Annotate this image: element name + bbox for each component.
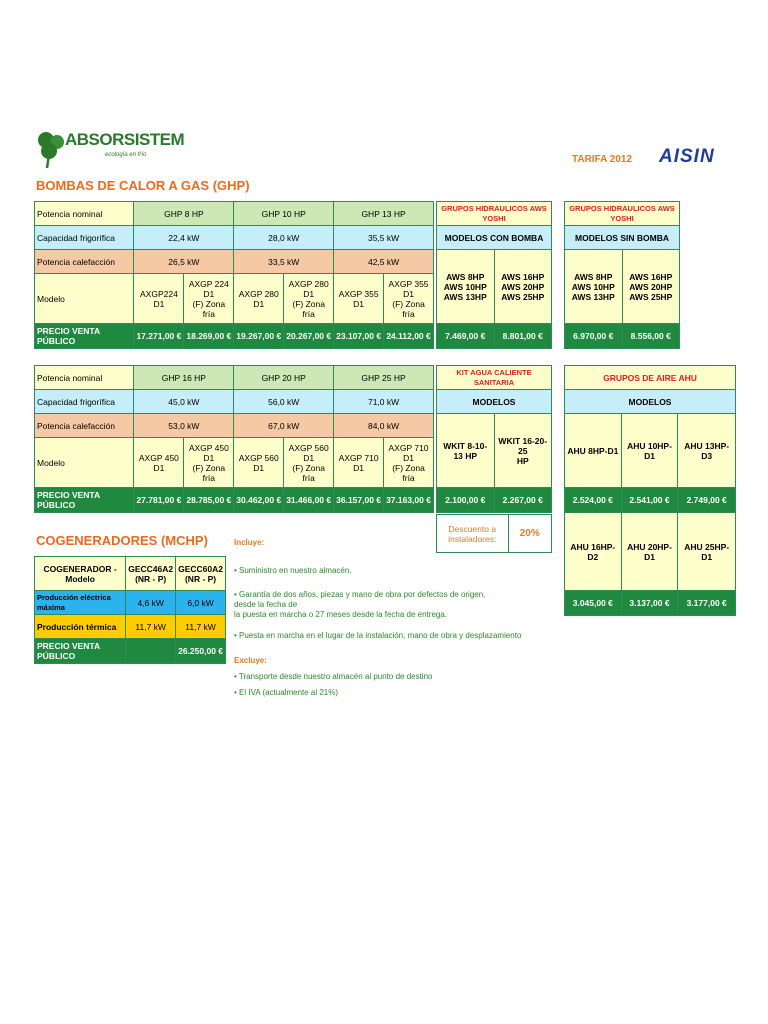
model-cell: AXGP224 D1 (134, 274, 184, 324)
price-cell: 36.157,00 € (334, 488, 384, 513)
clover-icon (35, 128, 67, 168)
price-cell: 2.100,00 € (437, 488, 495, 513)
ghp-head: GHP 8 HP (134, 202, 234, 226)
price-cell: 23.107,00 € (334, 324, 384, 349)
model-cell: AXGP 450 D1 (134, 438, 184, 488)
kit-title: KIT AGUA CALIENTE SANITARIA (437, 366, 552, 390)
cog-term-value: 11,7 kW (126, 615, 176, 639)
price-cell: 6.970,00 € (565, 324, 623, 349)
calef-value: 53,0 kW (134, 414, 234, 438)
brand-name: ABSORSISTEM (65, 130, 185, 149)
ghp-head: GHP 20 HP (234, 366, 334, 390)
price-cell: 3.045,00 € (565, 591, 622, 616)
ghp-table-1 (34, 201, 434, 349)
row-label-potencia: Potencia nominal (35, 366, 134, 390)
incluye-item: • Suministro en nuestro almacén. (234, 566, 352, 575)
descuento-table (436, 514, 552, 553)
ahu-table (564, 365, 736, 616)
price-cell: 18.269,00 € (184, 324, 234, 349)
ahu-model: AHU 20HP-D1 (621, 513, 678, 591)
aws-models-col: AWS 8HP AWS 10HP AWS 13HP (437, 250, 495, 324)
price-cell: 2.524,00 € (565, 488, 622, 513)
calef-value: 67,0 kW (234, 414, 334, 438)
row-label-calef: Potencia calefacción (35, 250, 134, 274)
frig-value: 45,0 kW (134, 390, 234, 414)
aws-con-bomba-table (436, 201, 552, 349)
frig-value: 22,4 kW (134, 226, 234, 250)
price-cell: 7.469,00 € (437, 324, 495, 349)
price-cell: 2.541,00 € (621, 488, 678, 513)
ahu-model: AHU 16HP-D2 (565, 513, 622, 591)
tarifa-label: TARIFA 2012 (572, 154, 633, 165)
descuento-value: 20% (508, 515, 552, 553)
model-cell: AXGP 560 D1 (F) Zona fría (284, 438, 334, 488)
cog-label-precio: PRECIO VENTA PÚBLICO (35, 639, 126, 664)
model-cell: AXGP 710 D1 (F) Zona fría (384, 438, 434, 488)
ghp-table-2 (34, 365, 434, 513)
excluye-heading: Excluye: (234, 656, 267, 665)
ahu-model: AHU 8HP-D1 (565, 414, 622, 488)
calef-value: 26,5 kW (134, 250, 234, 274)
price-cell: 8.556,00 € (622, 324, 680, 349)
ghp-head: GHP 13 HP (334, 202, 434, 226)
excluye-item: • El IVA (actualmente al 21%) (234, 688, 339, 697)
aws-models-col: AWS 16HP AWS 20HP AWS 25HP (622, 250, 680, 324)
section-title-mchp: COGENERADORES (MCHP) (36, 533, 208, 548)
row-label-potencia: Potencia nominal (35, 202, 134, 226)
model-cell: AXGP 280 D1 (F) Zona fría (284, 274, 334, 324)
price-cell: 3.177,00 € (678, 591, 736, 616)
row-label-modelo: Modelo (35, 274, 134, 324)
cog-price: 26.250,00 € (176, 639, 226, 664)
cog-label-model: COGENERADOR - Modelo (35, 557, 126, 591)
kit-acs-table (436, 365, 552, 513)
price-cell: 31.466,00 € (284, 488, 334, 513)
model-cell: AXGP 560 D1 (234, 438, 284, 488)
kit-subtitle: MODELOS (437, 390, 552, 414)
row-label-frig: Capacidad frigorífica (35, 390, 134, 414)
frig-value: 35,5 kW (334, 226, 434, 250)
price-cell: 3.137,00 € (621, 591, 678, 616)
frig-value: 71,0 kW (334, 390, 434, 414)
price-cell: 24.112,00 € (384, 324, 434, 349)
ghp-head: GHP 10 HP (234, 202, 334, 226)
row-label-frig: Capacidad frigorífica (35, 226, 134, 250)
calef-value: 84,0 kW (334, 414, 434, 438)
frig-value: 56,0 kW (234, 390, 334, 414)
model-cell: AXGP 450 D1 (F) Zona fría (184, 438, 234, 488)
ghp-head: GHP 25 HP (334, 366, 434, 390)
price-cell: 37.163,00 € (384, 488, 434, 513)
row-label-precio: PRECIO VENTA PÚBLICO (35, 324, 134, 349)
aws-models-col: AWS 16HP AWS 20HP AWS 25HP (494, 250, 552, 324)
ahu-title: GRUPOS DE AIRE AHU (565, 366, 736, 390)
model-cell: AXGP 355 D1 (334, 274, 384, 324)
aws-models-col: AWS 8HP AWS 10HP AWS 13HP (565, 250, 623, 324)
incluye-item: • Puesta en marcha en el lugar de la instalación, mano de obra y desplazamiento (234, 631, 522, 640)
aisin-logo: AISIN (659, 146, 715, 167)
cog-elec-value: 6,0 kW (176, 591, 226, 615)
incluye-item: • Garantía de dos años, piezas y mano de obra por defectos de origen, desde la fecha de la puesta en marcha o 27 meses desde la fecha de entrega. (234, 590, 486, 619)
model-cell: AXGP 710 D1 (334, 438, 384, 488)
ahu-model: AHU 13HP-D3 (678, 414, 736, 488)
incluye-heading: Incluye: (234, 538, 265, 547)
ahu-model: AHU 10HP-D1 (621, 414, 678, 488)
ahu-model: AHU 25HP-D1 (678, 513, 736, 591)
calef-value: 33,5 kW (234, 250, 334, 274)
price-cell: 28.785,00 € (184, 488, 234, 513)
cog-label-elec: Producción eléctrica máxima (35, 591, 126, 615)
brand-tagline: ecología en frío (105, 152, 147, 158)
excluye-item: • Transporte desde nuestro almacén al punto de destino (234, 672, 433, 681)
row-label-precio: PRECIO VENTA PÚBLICO (35, 488, 134, 513)
descuento-label: Descuento a instaladores: (437, 515, 509, 553)
model-cell: AXGP 224 D1 (F) Zona fría (184, 274, 234, 324)
cog-term-value: 11,7 kW (176, 615, 226, 639)
cog-model: GECC46A2 (NR - P) (126, 557, 176, 591)
price-cell: 2.267,00 € (494, 488, 552, 513)
ahu-subtitle: MODELOS (565, 390, 736, 414)
aws-title: GRUPOS HIDRAULICOS AWS YOSHI (437, 202, 552, 226)
aws-subtitle: MODELOS CON BOMBA (437, 226, 552, 250)
row-label-modelo: Modelo (35, 438, 134, 488)
price-cell: 30.462,00 € (234, 488, 284, 513)
cog-elec-value: 4,6 kW (126, 591, 176, 615)
aws-subtitle: MODELOS SIN BOMBA (565, 226, 680, 250)
calef-value: 42,5 kW (334, 250, 434, 274)
model-cell: AXGP 280 D1 (234, 274, 284, 324)
section-title-ghp: BOMBAS DE CALOR A GAS (GHP) (36, 178, 250, 193)
aws-sin-bomba-table (564, 201, 680, 349)
cog-model: GECC60A2 (NR - P) (176, 557, 226, 591)
aws-title: GRUPOS HIDRAULICOS AWS YOSHI (565, 202, 680, 226)
price-cell: 20.267,00 € (284, 324, 334, 349)
price-cell: 17.271,00 € (134, 324, 184, 349)
price-cell: 8.801,00 € (494, 324, 552, 349)
frig-value: 28,0 kW (234, 226, 334, 250)
cog-label-term: Producción térmica (35, 615, 126, 639)
kit-model: WKIT 16-20-25 HP (494, 414, 552, 488)
cog-price-empty (126, 639, 176, 664)
price-cell: 2.749,00 € (678, 488, 736, 513)
price-cell: 27.781,00 € (134, 488, 184, 513)
ghp-head: GHP 16 HP (134, 366, 234, 390)
price-cell: 19.267,00 € (234, 324, 284, 349)
company-logo (35, 128, 185, 170)
cogenerador-table (34, 556, 226, 664)
row-label-calef: Potencia calefacción (35, 414, 134, 438)
kit-model: WKIT 8-10-13 HP (437, 414, 495, 488)
model-cell: AXGP 355 D1 (F) Zona fría (384, 274, 434, 324)
